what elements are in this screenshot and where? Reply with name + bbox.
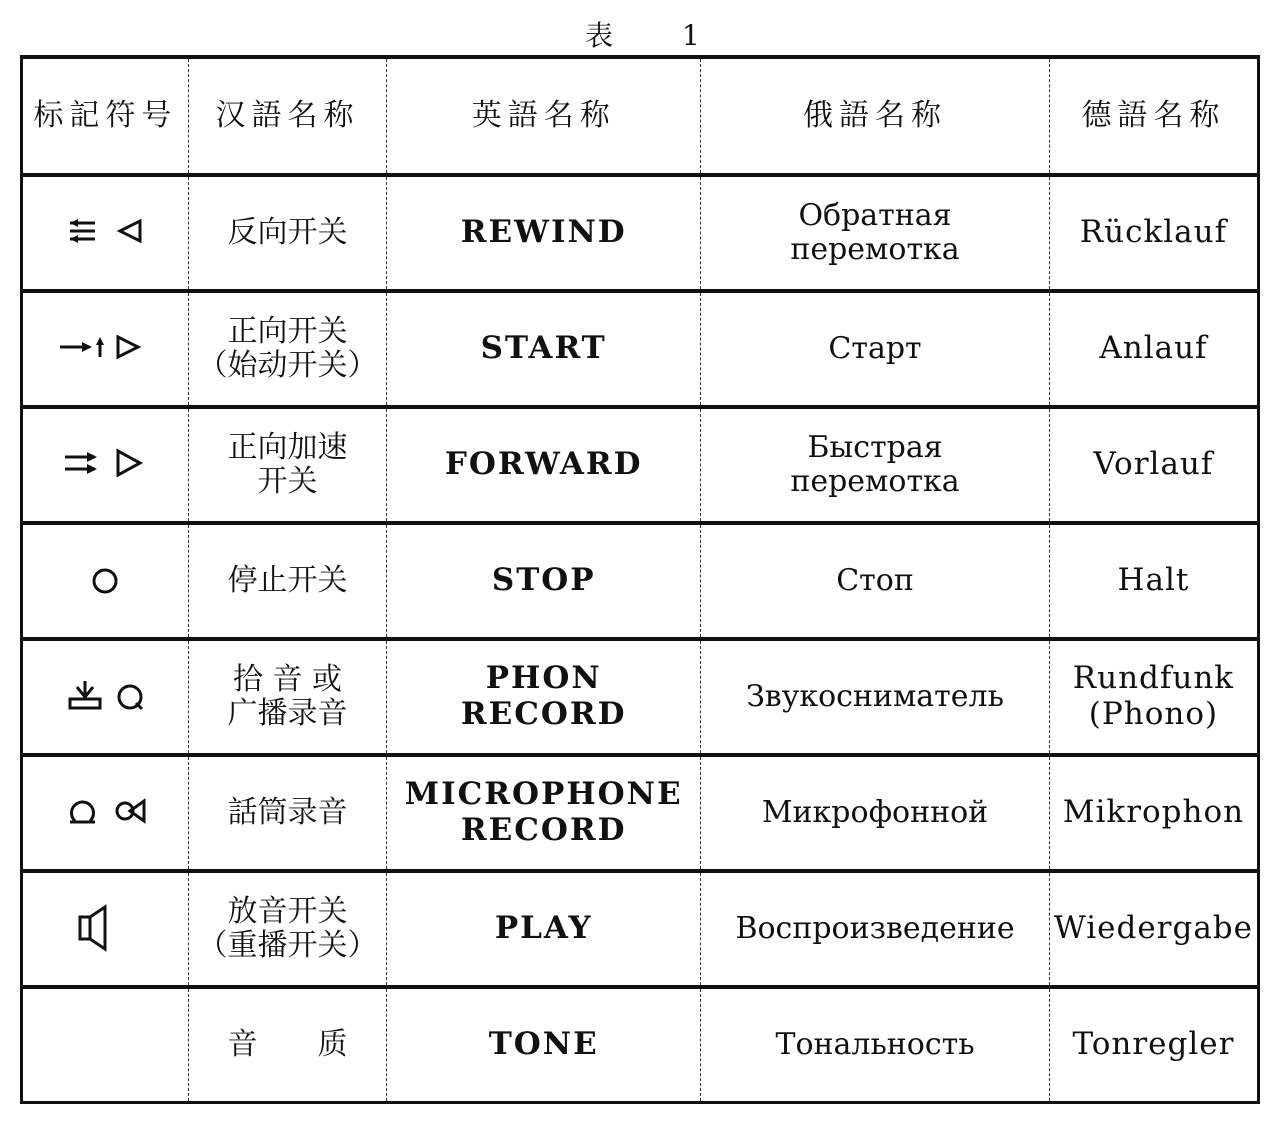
table-row (22, 407, 1259, 523)
russian-name-line: Звукосниматель (746, 678, 1004, 714)
rewind-arrows-left-triangle-icon (50, 201, 160, 261)
english-name-line: TONE (488, 1026, 599, 1063)
german-name-cell (1049, 523, 1258, 639)
russian-name-line: Воспроизведение (735, 910, 1015, 946)
english-name-line: RECORD (460, 696, 627, 732)
chinese-name-line: 反向开关 (227, 214, 348, 250)
speaker-play-icon (50, 897, 160, 957)
english-name-cell (387, 871, 701, 987)
chinese-name-line: 話筒录音 (227, 794, 348, 830)
symbol-cell (22, 291, 189, 407)
chinese-name-line: 正向加速 (227, 429, 348, 465)
chinese-name-line: 广播录音 (227, 696, 348, 731)
german-name-line: Rücklauf (1079, 214, 1228, 251)
english-name-cell (387, 755, 701, 871)
chinese-name-line: 停止开关 (227, 562, 348, 598)
english-name-cell (387, 523, 701, 639)
russian-name-line: перемотка (790, 464, 960, 499)
german-name-line: Vorlauf (1093, 446, 1214, 483)
header-russian: 俄語名称 (701, 57, 1050, 175)
pickup-radio-record-icon (50, 665, 160, 725)
english-name-line: STOP (491, 562, 596, 599)
russian-name-cell (701, 175, 1050, 291)
russian-name-cell (701, 755, 1050, 871)
german-name-line: Rundfunk (1072, 660, 1235, 697)
table-row (22, 755, 1259, 871)
start-arrow-right-triangle-icon (50, 317, 160, 377)
german-name-line: Anlauf (1099, 330, 1208, 367)
table-title: 表 1 (585, 19, 730, 52)
russian-name-line: Быстрая (807, 429, 943, 465)
english-name-cell (387, 407, 701, 523)
russian-name-line: Микрофонной (761, 794, 989, 830)
table-row (22, 291, 1259, 407)
forward-arrows-right-triangle-icon (50, 433, 160, 493)
chinese-name-line: （重播开关） (197, 928, 378, 963)
german-name-cell (1049, 639, 1258, 755)
chinese-name-cell (188, 987, 387, 1103)
russian-name-cell (701, 987, 1050, 1103)
russian-name-cell (701, 871, 1050, 987)
microphone-record-icon (50, 781, 160, 841)
symbol-cell (22, 639, 189, 755)
russian-name-line: Стоп (836, 562, 914, 598)
english-name-line: PHON (485, 660, 602, 697)
russian-name-cell (701, 639, 1050, 755)
english-name-cell (387, 291, 701, 407)
russian-name-line: перемотка (790, 232, 960, 267)
german-name-cell (1049, 871, 1258, 987)
russian-name-cell (701, 407, 1050, 523)
russian-name-cell (701, 291, 1050, 407)
english-name-line: RECORD (460, 812, 627, 848)
symbol-cell (22, 871, 189, 987)
russian-name-line: Старт (828, 330, 922, 366)
chinese-name-cell (188, 755, 387, 871)
english-name-line: START (480, 330, 607, 367)
german-name-line: Mikrophon (1062, 794, 1245, 831)
chinese-name-cell (188, 291, 387, 407)
table-row (22, 987, 1259, 1103)
chinese-name-line: 正向开关 (227, 313, 348, 349)
symbol-table (20, 55, 1260, 1104)
russian-name-line: Тональность (775, 1026, 975, 1062)
header-german: 德語名称 (1049, 57, 1258, 175)
chinese-name-line: 开关 (257, 464, 318, 499)
russian-name-cell (701, 523, 1050, 639)
chinese-name-cell (188, 871, 387, 987)
chinese-name-cell (188, 523, 387, 639)
chinese-name-line: （始动开关） (197, 348, 378, 383)
english-name-cell (387, 987, 701, 1103)
symbol-cell (22, 755, 189, 871)
table-row (22, 639, 1259, 755)
table-row (22, 871, 1259, 987)
symbol-cell (22, 407, 189, 523)
english-name-cell (387, 639, 701, 755)
german-name-line: Halt (1117, 562, 1190, 599)
symbol-cell (22, 175, 189, 291)
chinese-name-line: 音 质 (227, 1026, 348, 1062)
header-english: 英語名称 (387, 57, 701, 175)
table-row (22, 523, 1259, 639)
chinese-name-line: 放音开关 (227, 893, 348, 929)
chinese-name-line: 拾 音 或 (232, 661, 343, 697)
german-name-cell (1049, 755, 1258, 871)
russian-name-line: Обратная (798, 197, 952, 233)
german-name-cell (1049, 291, 1258, 407)
english-name-line: FORWARD (444, 446, 643, 483)
english-name-line: MICROPHONE (404, 776, 683, 813)
german-name-cell (1049, 407, 1258, 523)
stop-circle-icon (50, 549, 160, 609)
table-header-row (22, 57, 1259, 175)
english-name-cell (387, 175, 701, 291)
german-name-line: (Phono) (1088, 696, 1219, 732)
symbol-cell (22, 987, 189, 1103)
chinese-name-cell (188, 407, 387, 523)
german-name-line: Tonregler (1072, 1026, 1235, 1063)
header-symbol: 标記符号 (22, 57, 189, 175)
header-chinese: 汉語名称 (188, 57, 387, 175)
english-name-line: REWIND (460, 214, 627, 251)
german-name-cell (1049, 987, 1258, 1103)
german-name-cell (1049, 175, 1258, 291)
symbol-cell (22, 523, 189, 639)
german-name-line: Wiedergabe (1053, 910, 1253, 947)
table-row (22, 175, 1259, 291)
chinese-name-cell (188, 175, 387, 291)
chinese-name-cell (188, 639, 387, 755)
english-name-line: PLAY (494, 910, 593, 947)
